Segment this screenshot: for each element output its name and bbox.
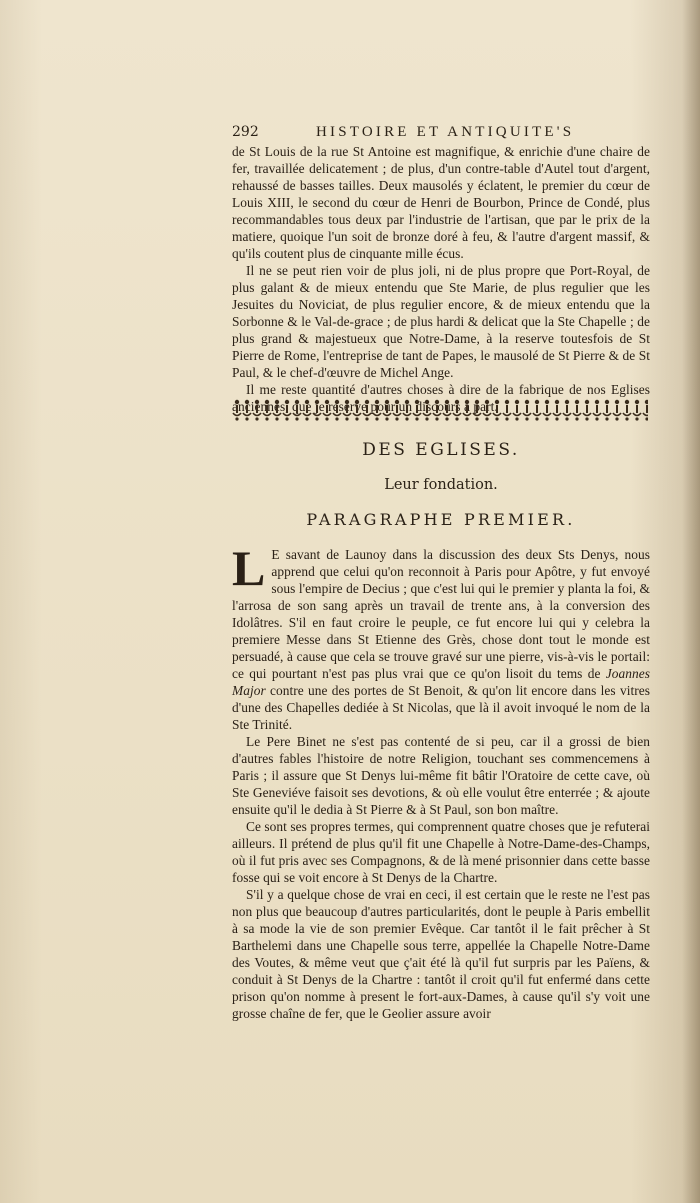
body-paragraph-4: S'il y a quelque chose de vrai en ceci, il est certain que le reste ne l'est pas non plus que beaucoup d'autres particularités, dont le peuple à Paris embellit à sa mode la vie de son premier Evêque. Car tantôt il le fait prêcher à St Barthelemi dans une Chapelle sous terre, appellée la Chapelle Notre-Dame des Voutes, & même veut que ç'ait été là qu'il fut surpris par les Païens, & conduit à St Denys de la Chartre : tantôt il croit qu'il fut enfermé dans cette prison qu'on nomme à present le fort-aux-Dames, à cause qu'il s'y voit une grosse chaîne de fer, que le Geolier assure avoir [232, 887, 650, 1021]
drop-cap: L [232, 540, 266, 596]
section-subtitle: Leur fondation. [384, 477, 498, 493]
running-head: HISTOIRE ET ANTIQUITE'S [316, 124, 575, 140]
continuation-text [232, 143, 650, 415]
paragraph-heading: PARAGRAPHE PREMIER. [306, 510, 576, 529]
page-header [232, 124, 650, 144]
body-paragraph-1-part-a: E savant de Launoy dans la discussion des deux Sts Denys, nous apprend que celui qu'on reconnoit à Paris pour Apôtre, y fut envoyé sous l'empire de Decius ; que c'est lui qui le premier y planta la foi, & l'arrosa de son sang après un travail de trente ans, à la conversion des Idolâtres. S'il en faut croire le peuple, ce fut encore lui qui y celebra la premiere Messe dans St Etienne des Grès, chose dont tout le monde est persuadé, à cause que cela se trouve gravé sur une pierre, vis-à-vis le portail: ce qui pourtant n'est pas plus vrai que ce qu'on lisoit du tems de [232, 547, 650, 681]
body-paragraph-3: Ce sont ses propres termes, qui comprennent quatre choses que je refuterai ailleurs. Il prétend de plus qu'il fit une Chapelle à Notre-Dame-des-Champs, où il fut pris avec ses Compagnons, & de là mené prisonnier dans cette basse fosse qui se voit encore à St Denys de la Chartre. [232, 819, 650, 885]
body-paragraph-1-part-b: contre une des portes de St Benoit, & qu'on lit encore dans les vitres d'une des Chapelles dediée à St Nicolas, que là il avoit invoqué le nom de la Ste Trinité. [232, 683, 650, 732]
body-paragraph-1-italic: Joannes Major [232, 666, 651, 698]
page-gutter-shadow [682, 0, 700, 1203]
page-number: 292 [232, 124, 259, 140]
continuation-paragraph-1: de St Louis de la rue St Antoine est magnifique, & enrichie d'une chaire de fer, travaillée delicatement ; de plus, d'un contre-table d'Autel tout d'argent, rehaussé de basses tailles. Deux mausolés y éclatent, le premier du cœur de Louis XIII, le second du cœur de Henri de Bourbon, Prince de Condé, plus recommandables tous deux par l'industrie de l'artisan, que par le prix de la matiere, quoique l'un soit de bronze doré à feu, & l'autre d'argent massif, & qu'ils coutent plus de cinquante mille écus. [232, 144, 650, 261]
body-paragraph-2: Le Pere Binet ne s'est pas contenté de si peu, car il a grossi de bien d'autres fables l'histoire de notre Religion, touchant ses commencemens à Paris ; il assure que St Denys lui-même fit bâtir l'Oratoire de cette cave, où Ste Geneviéve faisoit ses devotions, & où elle voulut être enterrée ; & ajoute ensuite qu'il le dedia à St Pierre & à St Paul, son bon maître. [232, 734, 650, 817]
continuation-paragraph-2: Il ne se peut rien voir de plus joli, ni de plus propre que Port-Royal, de plus galant & de mieux entendu que Ste Marie, de plus regulier que les Jesuites du Noviciat, de plus regulier encore, & de mieux entendu que la Sorbonne & le Val-de-grace ; de plus hardi & delicat que la Ste Chapelle ; de plus grand & majestueux que Notre-Dame, à la reserve toutesfois de St Pierre de Rome, l'entreprise de tant de Papes, le mausolé de St Pierre & de St Paul, & le chef-d'œuvre de Michel Ange. [232, 263, 650, 380]
body-paragraph-1 [232, 540, 651, 733]
ornamental-band [232, 398, 648, 422]
section-title: DES EGLISES. [362, 440, 520, 460]
continuation-paragraph-3: Il me reste quantité d'autres choses à dire de la fabrique de nos Eglises [246, 382, 650, 397]
body-text [232, 540, 651, 1022]
